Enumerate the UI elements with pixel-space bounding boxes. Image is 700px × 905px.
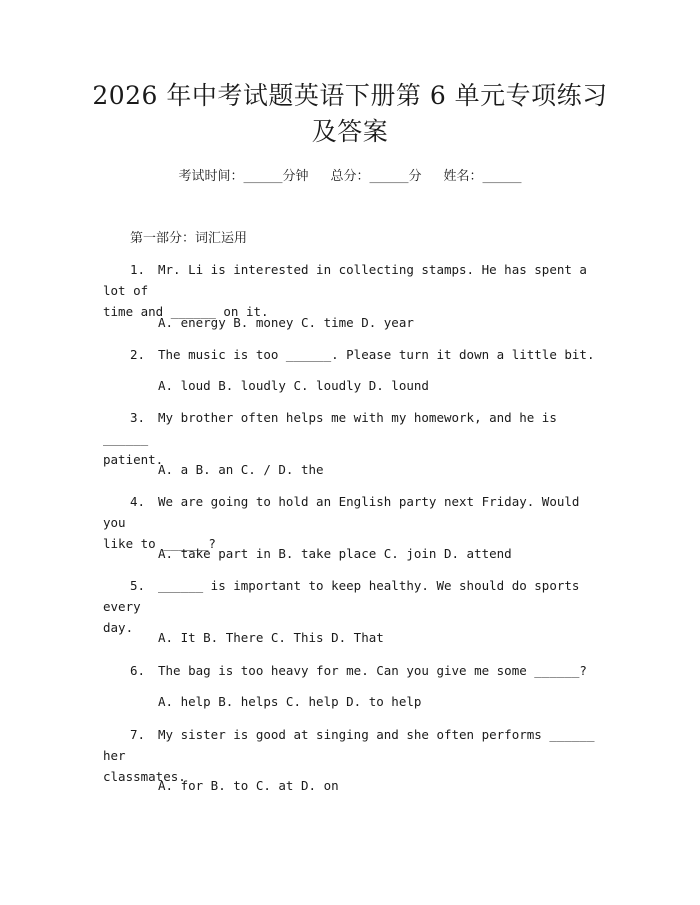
- exam-name: 姓名：______: [443, 169, 522, 184]
- question-number: 5.: [130, 578, 146, 593]
- question-1-options: A. energy B. money C. time D. year: [158, 315, 414, 330]
- question-6-options: A. help B. helps C. help D. to help: [158, 694, 422, 709]
- question-text-cont: time and ______ on it.: [103, 304, 269, 319]
- question-text: The bag is too heavy for me. Can you give me some ______?: [158, 663, 587, 678]
- question-number: 7.: [130, 727, 146, 742]
- question-text: Mr. Li is interested in collecting stamps. He has spent a lot of: [103, 262, 587, 298]
- exam-meta: [0, 168, 700, 186]
- section-heading: 第一部分：词汇运用: [130, 231, 248, 246]
- question-text-cont: like to ______?: [103, 536, 216, 551]
- exam-time: 考试时间：______分钟: [178, 169, 309, 184]
- question-2-options: A. loud B. loudly C. loudly D. lound: [158, 378, 429, 393]
- question-text: We are going to hold an English party next Friday. Would you: [103, 494, 580, 530]
- question-1: [103, 259, 600, 322]
- question-number: 6.: [130, 663, 146, 678]
- question-text: My brother often helps me with my homework, and he is ______: [103, 410, 557, 446]
- question-text: ______ is important to keep healthy. We should do sports every: [103, 578, 580, 614]
- question-text: My sister is good at singing and she often performs ______ her: [103, 727, 595, 763]
- question-number: 4.: [130, 494, 146, 509]
- question-text-cont: day.: [103, 620, 134, 635]
- question-text-cont: classmates.: [103, 769, 186, 784]
- question-number: 2.: [130, 347, 146, 362]
- question-number: 1.: [130, 262, 146, 277]
- question-6: [103, 660, 600, 681]
- question-4-options: A. take part in B. take place C. join D. attend: [158, 546, 512, 561]
- question-text: The music is too ______. Please turn it down a little bit.: [158, 347, 595, 362]
- question-text-cont: patient.: [103, 452, 164, 467]
- question-number: 3.: [130, 410, 146, 425]
- question-2: [103, 344, 600, 365]
- document-title: [60, 78, 640, 150]
- exam-score: 总分：______分: [330, 169, 422, 184]
- question-7-options: A. for B. to C. at D. on: [158, 778, 339, 793]
- title-line-2: 及答案: [311, 117, 389, 146]
- title-line-1: 2026 年中考试题英语下册第 6 单元专项练习: [92, 81, 608, 110]
- question-3-options: A. a B. an C. / D. the: [158, 462, 324, 477]
- question-5-options: A. It B. There C. This D. That: [158, 630, 384, 645]
